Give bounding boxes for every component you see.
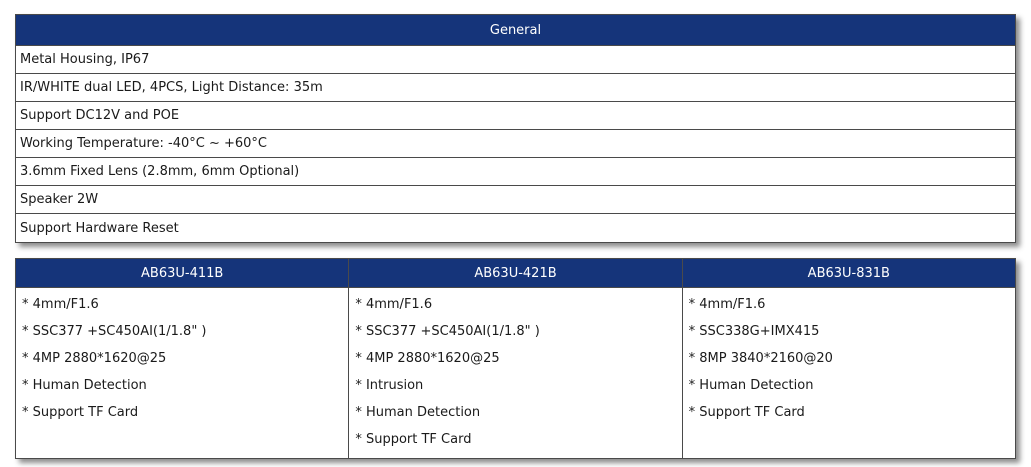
spec-item: * Intrusion (355, 378, 424, 393)
spec-item: * Support TF Card (688, 405, 805, 420)
model-column-ab63u-411b (16, 259, 349, 458)
model-spec-list (683, 288, 1015, 431)
spec-item: * 4mm/F1.6 (688, 297, 766, 312)
spec-item: * SSC338G+IMX415 (688, 324, 820, 339)
general-row: IR/WHITE dual LED, 4PCS, Light Distance: 35m (16, 74, 1015, 102)
spec-item: * Support TF Card (22, 405, 139, 420)
model-spec-list (349, 288, 681, 458)
spec-item: * SSC377 +SC450AI(1/1.8" ) (355, 324, 540, 339)
model-column-ab63u-421b (349, 259, 682, 458)
general-header: General (16, 15, 1015, 46)
spec-item: * Support TF Card (355, 432, 472, 447)
spec-item: * Human Detection (355, 405, 481, 420)
spec-item: * 8MP 3840*2160@20 (688, 351, 833, 366)
general-row: Support DC12V and POE (16, 102, 1015, 130)
general-row: Support Hardware Reset (20, 220, 179, 236)
general-row: Speaker 2W (16, 186, 1015, 214)
spec-item: * Human Detection (688, 378, 814, 393)
spec-item: * 4MP 2880*1620@25 (355, 351, 500, 366)
model-spec-list (16, 288, 348, 431)
spec-item: * 4mm/F1.6 (22, 297, 99, 312)
spec-item: * 4MP 2880*1620@25 (22, 351, 167, 366)
general-spec-table (15, 14, 1016, 243)
spec-item: * 4mm/F1.6 (355, 297, 433, 312)
model-comparison-table (15, 258, 1016, 459)
general-row: Working Temperature: -40°C ~ +60°C (16, 130, 1015, 158)
model-header: AB63U-411B (16, 259, 348, 288)
spec-item: * SSC377 +SC450AI(1/1.8" ) (22, 324, 207, 339)
spec-item: * Human Detection (22, 378, 147, 393)
general-row: 3.6mm Fixed Lens (2.8mm, 6mm Optional) (16, 158, 1015, 186)
general-row: Metal Housing, IP67 (16, 46, 1015, 74)
model-header: AB63U-831B (683, 259, 1015, 288)
model-column-ab63u-831b (683, 259, 1015, 458)
model-header: AB63U-421B (349, 259, 681, 288)
